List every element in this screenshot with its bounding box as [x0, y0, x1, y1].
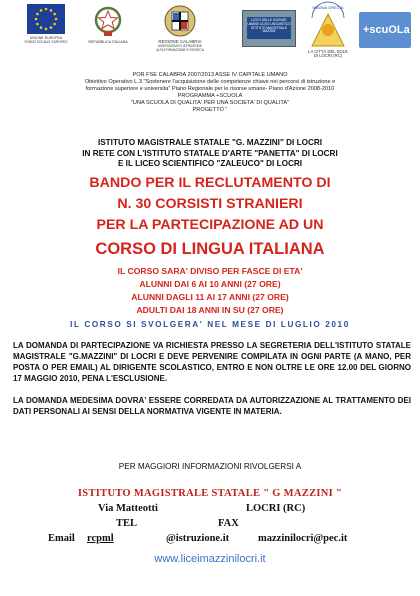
- announcement-title: [0, 173, 420, 236]
- eu-subcaption: FONDO SOCIALE EUROPEO: [24, 40, 68, 44]
- contact-fax-label: FAX: [218, 518, 239, 529]
- contact-street: Via Matteotti: [98, 503, 158, 514]
- email-1-domain: @istruzione.it: [166, 533, 230, 544]
- institute-line-3: E IL LICEO SCIENTIFICO "ZALEUCO" DI LOCRI: [117, 159, 303, 168]
- info-line: PER MAGGIORI INFORMAZIONI RIVOLGERSI A: [118, 462, 302, 471]
- piu-scuola-text: +scuOLa: [363, 24, 410, 36]
- institute-line-1: ISTITUTO MAGISTRALE STATALE "G. MAZZINI" DI LOCRI: [97, 138, 323, 147]
- course-title: CORSO DI LINGUA ITALIANA: [95, 240, 325, 258]
- institute-block: [0, 138, 420, 170]
- citta-caption-2: DI LOCRI (RC): [313, 53, 343, 58]
- age-group-2: ALUNNI DAGLI 11 AI 17 ANNI (27 ORE): [131, 292, 289, 302]
- header-line-5: "UNA SCUOLA DI QUALITA' PER UNA SOCIETA' DI QUALITA": [130, 100, 290, 106]
- program-header: [0, 72, 420, 114]
- application-paragraph: LA DOMANDA DI PARTECIPAZIONE VA RICHIESTA PRESSO LA SEGRETERIA DELL'ISTITUTO STATALE MAGISTRALE "G.MAZZINI" DI LOCRI E DEVE PERVENIRE COMPILATA IN OGNI PARTE (A MANO, PER POSTA O PER EMAIL) AL DIRIGENTE SCOLASTICO, ENTRO E NON OLTRE LE ORE 12.00 DEL GIORNO 17 MAGGIO 2010, PENA L'ESCLUSIONE.: [13, 341, 411, 383]
- eu-logo: [22, 4, 70, 44]
- piu-scuola-logo: [359, 12, 411, 48]
- email-2-link[interactable]: mazzinilocri@pec.it: [258, 533, 348, 544]
- title-line-3: PER LA PARTECIPAZIONE AD UN: [96, 217, 324, 233]
- sun-pyramid-icon: [308, 0, 348, 50]
- italian-emblem-icon: [93, 4, 123, 38]
- header-line-6: PROGETTO ": [192, 107, 228, 113]
- header-line-2: Obiettivo Operativo L.3 "Sostenere l'acquisizione delle competenze chiave nei percorsi di istruzione e: [84, 79, 336, 85]
- age-groups-intro: IL CORSO SARA' DIVISO PER FASCE DI ETA': [117, 266, 303, 276]
- citta-caption-1: LA CITTÀ DEL SOLE: [308, 49, 348, 54]
- email-1-user-link[interactable]: rcpml: [87, 533, 114, 544]
- title-line-2: N. 30 CORSISTI STRANIERI: [117, 196, 303, 212]
- eu-caption: UNIONE EUROPEA: [29, 36, 63, 40]
- header-line-1: POR FSE CALABRIA 2007/2013 ASSE IV CAPITALE UMANO: [132, 72, 288, 78]
- eu-flag-icon: [27, 4, 65, 34]
- age-group-3: ADULTI DAI 18 ANNI IN SU (27 ORE): [136, 305, 284, 315]
- title-line-1: BANDO PER IL RECLUTAMENTO DI: [89, 175, 331, 191]
- contact-city: LOCRI (RC): [246, 503, 306, 514]
- calabria-shield-icon: [163, 4, 197, 38]
- contact-institute-name: ISTITUTO MAGISTRALE STATALE " G MAZZINI ": [77, 488, 343, 499]
- contact-email-label: Email: [48, 533, 75, 544]
- citta-del-sole-logo: [298, 0, 358, 58]
- calabria-subcaption-2: ALTA FORMAZIONE E RICERCA: [156, 48, 204, 52]
- age-group-1: ALUNNI DAI 6 AI 10 ANNI (27 ORE): [139, 279, 281, 289]
- svg-text:MAGNA GRECIA: MAGNA GRECIA: [312, 5, 344, 10]
- header-line-3: formazione superiore e universita" Piano Regionale per le risorse umane- Piano d'Azione 2008-2010: [85, 86, 335, 92]
- liceo-sign-photo: [242, 10, 296, 47]
- calabria-caption: REGIONE CALABRIA: [158, 39, 202, 44]
- repubblica-logo: [88, 4, 128, 44]
- authorization-paragraph: LA DOMANDA MEDESIMA DOVRA' ESSERE CORREDATA DA AUTORIZZAZIONE AL TRATTAMENTO DEI DATI PERSONALI AI SENSI DELLA NORMATIVA VIGENTE IN MATERIA.: [13, 396, 411, 416]
- calabria-logo: [148, 4, 212, 52]
- liceo-sign-text: LICEO DELLE SCIENZE UMANE LICEO LINGUISTICO ISTITUTO MAGISTRALE MAZZINI: [247, 17, 291, 39]
- age-groups: [0, 265, 420, 317]
- header-line-4: PROGRAMMA +SCUOLA: [177, 93, 243, 99]
- schedule-notice: IL CORSO SI SVOLGERA' NEL MESE DI LUGLIO 2010: [70, 320, 350, 329]
- repubblica-caption: REPUBBLICA ITALIANA: [88, 40, 128, 44]
- website-link[interactable]: www.liceimazzinilocri.it: [154, 553, 266, 565]
- institute-line-2: IN RETE CON L'ISTITUTO STATALE D'ARTE "PANETTA" DI LOCRI: [82, 148, 338, 158]
- contact-tel-label: TEL: [116, 518, 138, 529]
- calabria-subcaption-1: ASSESSORATO ISTRUZIONE: [158, 44, 202, 48]
